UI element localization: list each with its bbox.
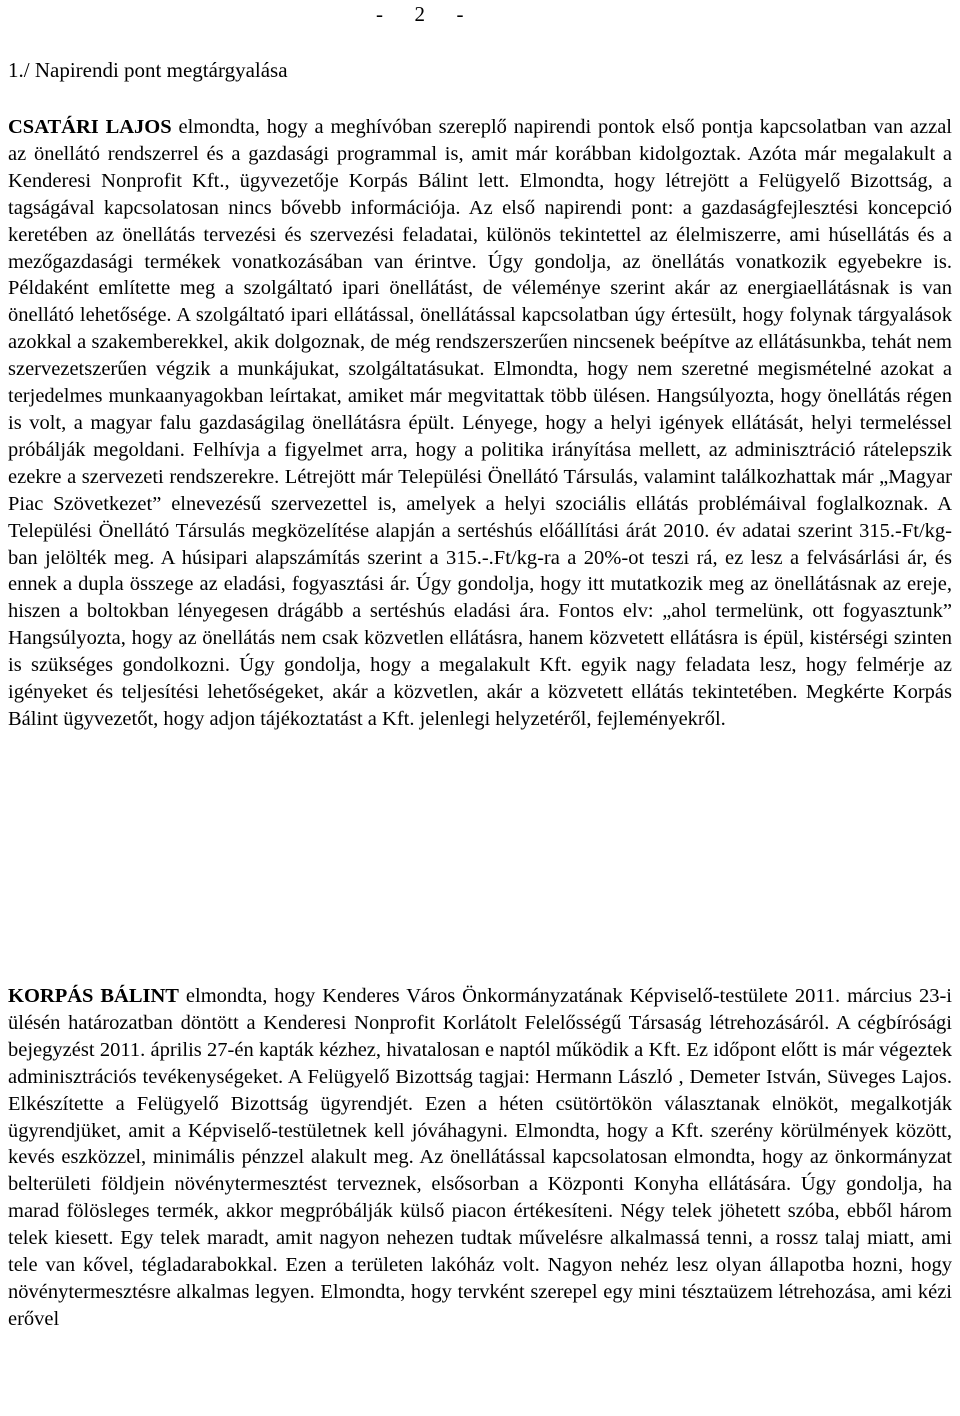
page-number: - 2 - bbox=[376, 2, 464, 26]
paragraph-csatari bbox=[8, 114, 952, 733]
paragraph-korpas bbox=[8, 983, 952, 1333]
speaker-name: KORPÁS BÁLINT bbox=[8, 985, 179, 1007]
paragraph-text: elmondta, hogy a meghívóban szereplő napirendi pontok első pontja kapcsolatban van azzal az önellátó rendszerrel és a gazdasági programmal is, amit már korábban kidolgoztak. Azóta már megalakult a Kenderesi Nonprofit Kft., ügyvezetője Korpás Bálint lett. Elmondta, hogy létrejött a Felügyelő Bizottság, a tagságával kapcsolatosan nincs bővebb információja. Az első napirendi pont: a gazdaságfejlesztési koncepció keretében az önellátás tervezési és szervezési feladatai, különös tekintettel az élelmiszerre, ami húsellátás és a mezőgazdasági termékek vonatkozásában van érintve. Úgy gondolja, az önellátás vonatkozik egyebekre is. Példaként említette meg a szolgáltató ipari önellátást, de véleménye szerint akár az energiaellátásnak is van önellátó lehetősége. A szolgáltató ipari ellátással, önellátással kapcsolatban úgy értesült, hogy folynak tárgyalások azokkal a szakemberekkel, akik dolgoznak, de még rendszerszerűen nincsenek beépítve az ellátásunkba, tehát nem szervezetszerűen végzik a munkájukat, szolgáltatásukat. Elmondta, hogy nem szeretné megismételné azokat a terjedelmes munkaanyagokban leírtakat, amiket már megvitattak több ülésen. Hangsúlyozta, hogy önellátás régen is volt, a magyar falu gazdaságilag önellátásra épült. Lényege, hogy a helyi igények ellátását, helyi termeléssel próbálják megoldani. Felhívja a figyelmet arra, hogy a politika irányítása mellett, az adminisztráció rátelepszik ezekre a szervezeti rendszerekre. Létrejött már Települési Önellátó Társulás, valamint találkozhattak már „Magyar Piac Szövetkezet” elnevezésű szervezettel is, amelyek a helyi szociális ellátás problémáival foglalkoznak. A Települési Önellátó Társulás megközelítése alapján a sertéshús előállítási árát 2010. év adatai szerint 315.-Ft/kg-ban jelölték meg. A húsipari alapszámítás szerint a 315.-.Ft/kg-ra a 20%-ot teszi rá, ez lesz a felvásárlási ár, és ennek a dupla összege az eladási, fogyasztási ár. Úgy gondolja, hogy itt mutatkozik meg az önellátásnak az ereje, hiszen a boltokban lényegesen drágább a sertéshús eladási ára. Fontos elv: „ahol termelünk, ott fogyasztunk” Hangsúlyozta, hogy az önellátás nem csak közvetlen ellátásra, hanem közvetett ellátásra is épül, kistérségi szinten is szükséges gondolkozni. Úgy gondolja, hogy a megalakult Kft. egyik nagy feladata lesz, hogy felmérje az igényeket és teljesítési lehetőségeket, akár a közvetlen, akár a közvetett ellátás tekintetében. Megkérte Korpás Bálint ügyvezetőt, hogy adjon tájékoztatást a Kft. jelenlegi helyzetéről, fejleményekről. bbox=[8, 116, 952, 730]
speaker-name: CSATÁRI LAJOS bbox=[8, 116, 172, 138]
paragraph-text: elmondta, hogy Kenderes Város Önkormányzatának Képviselő-testülete 2011. március 23-i ülésén határozatban döntött a Kenderesi Nonprofit Korlátolt Felelősségű Társaság létrehozásáról. A cégbírósági bejegyzést 2011. április 27-én kapták kézhez, hivatalosan e naptól működik a Kft. Ez időpont előtt is már végeztek adminisztrációs tevékenységeket. A Felügyelő Bizottság tagjai: Hermann László , Demeter István, Süveges Lajos. Elkészítette a Felügyelő Bizottság ügyrendjét. Ezen a héten csütörtökön választanak elnököt, megalkotják ügyrendjüket, amit a Képviselő-testületnek kell jóváhagyni. Elmondta, hogy a Kft. szerény körülmények között, kevés eszközzel, minimális pénzzel alakult meg. Az önellátással kapcsolatosan elmondta, hogy az önkormányzat belterületi földjein növénytermesztést terveznek, elsősorban a Központi Konyha ellátására. Úgy gondolja, ha marad fölösleges termék, akkor megpróbálják külső piacon értékesíteni. Négy telek jöhetett szóba, ebből három telek kiesett. Egy telek maradt, amit nagyon nehezen tudtak művelésre alkalmassá tenni, a rossz talaj miatt, ami tele van kővel, tégladarabokkal. Ezen a területen lakóház volt. Nagyon nehéz lesz olyan állapotba hozni, hogy növénytermesztésre alkalmas legyen. Elmondta, hogy tervként szerepel egy mini tésztaüzem létrehozása, ami kézi erővel bbox=[8, 985, 953, 1330]
section-heading: 1./ Napirendi pont megtárgyalása bbox=[8, 58, 288, 82]
